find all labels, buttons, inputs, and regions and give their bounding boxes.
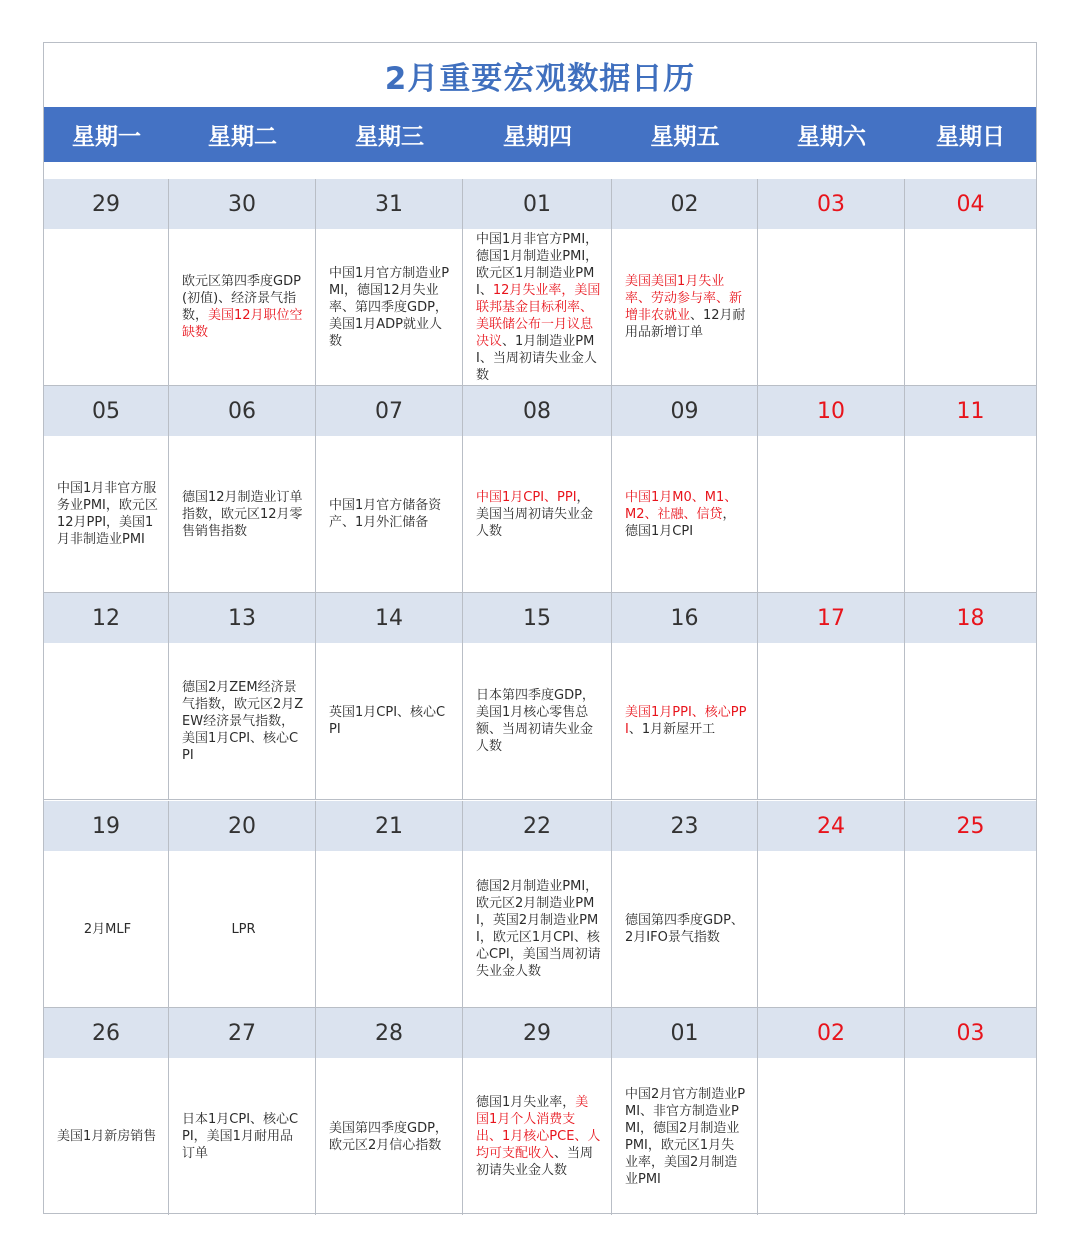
day-events [612, 643, 757, 799]
day-number: 01 [612, 1008, 757, 1058]
day-number: 11 [905, 386, 1036, 436]
day-cell [44, 593, 169, 800]
event-segment: 、1月制造业PMI、当周初请失业金人数 [476, 333, 597, 383]
day-events [612, 229, 757, 385]
event-text [476, 231, 601, 384]
day-cell [758, 179, 905, 386]
day-cell [758, 386, 905, 593]
event-segment: 中国1月官方制造业PMI，德国12月失业率、第四季度GDP，美国1月ADP就业人数 [329, 265, 450, 349]
event-text [625, 489, 747, 540]
day-number: 15 [463, 593, 611, 643]
header-spacer [44, 162, 1036, 179]
day-cell [463, 801, 612, 1008]
day-events [316, 229, 462, 385]
weekday-label: 星期一 [72, 124, 141, 150]
day-number: 25 [905, 801, 1036, 851]
day-number: 04 [905, 179, 1036, 229]
day-number: 14 [316, 593, 462, 643]
day-number: 24 [758, 801, 904, 851]
day-events [905, 851, 1036, 1007]
day-cell [905, 593, 1036, 800]
day-number: 28 [316, 1008, 462, 1058]
event-highlight: 美国1月个人消费支出、1月核心PCE、人均可支配收入 [476, 1095, 601, 1161]
day-cell [44, 1008, 169, 1215]
day-events [905, 436, 1036, 592]
day-cell [758, 801, 905, 1008]
event-highlight: 美国12月职位空缺数 [182, 308, 303, 340]
day-cell [316, 386, 463, 593]
event-segment: 英国1月CPI、核心CPI [329, 705, 446, 737]
day-cell [612, 179, 758, 386]
event-text [625, 912, 747, 946]
day-cell [758, 593, 905, 800]
week-row [44, 386, 1036, 593]
event-segment: 日本1月CPI、核心CPI，美国1月耐用品订单 [182, 1112, 299, 1161]
day-events [463, 436, 611, 592]
week-row [44, 179, 1036, 386]
day-number: 09 [612, 386, 757, 436]
day-events [316, 1058, 462, 1215]
calendar-title: 2月重要宏观数据日历 [384, 60, 696, 97]
event-segment: 德国12月制造业订单指数，欧元区12月零售销售指数 [182, 489, 303, 539]
day-number: 26 [44, 1008, 168, 1058]
week-row [44, 801, 1036, 1008]
event-segment: 中国1月官方储备资产、1月外汇储备 [329, 498, 442, 530]
event-segment: ，美国当周初请失业金人数 [476, 489, 594, 539]
weekday-label: 星期三 [355, 124, 424, 150]
event-text [476, 878, 601, 980]
day-events [758, 436, 904, 592]
event-segment: 日本第四季度GDP，美国1月核心零售总额、当周初请失业金人数 [476, 688, 595, 754]
event-highlight: 美国1月PPI、核心PPI [625, 705, 747, 737]
day-events [905, 643, 1036, 799]
day-cell [316, 179, 463, 386]
event-text [182, 273, 305, 341]
day-events [905, 1058, 1036, 1215]
event-text [625, 273, 747, 341]
day-cell [612, 386, 758, 593]
day-number: 03 [758, 179, 904, 229]
event-text [182, 679, 305, 764]
day-number: 06 [169, 386, 315, 436]
event-segment: 德国第四季度GDP、2月IFO景气指数 [625, 913, 744, 945]
day-cell [316, 593, 463, 800]
day-number: 23 [612, 801, 757, 851]
day-cell [905, 801, 1036, 1008]
weekday-label: 星期五 [650, 124, 720, 150]
event-segment: 欧元区第四季度GDP(初值)、经济景气指数， [182, 274, 301, 323]
day-events [612, 1058, 757, 1215]
day-events [44, 1058, 168, 1215]
day-number: 16 [612, 593, 757, 643]
event-segment: ，德国1月CPI [625, 506, 736, 539]
day-events [758, 229, 904, 385]
event-segment: 德国1月失业率， [476, 1095, 576, 1110]
calendar-frame [43, 42, 1037, 1214]
event-text [329, 1120, 452, 1154]
day-cell [905, 179, 1036, 386]
event-segment: 、当周初请失业金人数 [476, 1146, 594, 1178]
day-cell [169, 386, 316, 593]
day-events [758, 1058, 904, 1215]
day-events [169, 851, 315, 1007]
event-text [57, 921, 158, 938]
day-number: 19 [44, 801, 168, 851]
event-segment: 、1月新屋开工 [628, 722, 716, 737]
day-number: 10 [758, 386, 904, 436]
day-cell [905, 1008, 1036, 1215]
event-highlight: 美国美国1月失业率、劳动参与率、新增非农就业 [625, 274, 743, 323]
event-text [57, 1128, 156, 1145]
day-events [463, 229, 611, 385]
day-number: 01 [463, 179, 611, 229]
day-cell [169, 801, 316, 1008]
event-text [329, 704, 452, 738]
day-events [169, 1058, 315, 1215]
day-number: 17 [758, 593, 904, 643]
weekday-label: 星期二 [208, 124, 277, 150]
day-events [316, 436, 462, 592]
weekday-label: 星期日 [936, 124, 1005, 150]
day-events [44, 436, 168, 592]
event-text [182, 1111, 305, 1162]
day-events [612, 436, 757, 592]
day-number: 13 [169, 593, 315, 643]
day-number: 27 [169, 1008, 315, 1058]
event-segment: 美国第四季度GDP，欧元区2月信心指数 [329, 1120, 448, 1153]
day-number: 18 [905, 593, 1036, 643]
event-text [182, 921, 305, 938]
event-segment: 中国2月官方制造业PMI、非官方制造业PMI，德国2月制造业PMI，欧元区1月失业率，美国2月制造业PMI [625, 1086, 746, 1187]
event-segment: 、12月耐用品新增订单 [625, 308, 746, 340]
day-cell [169, 179, 316, 386]
event-highlight: 中国1月CPI、PPI [476, 489, 577, 505]
day-cell [612, 1008, 758, 1215]
day-cell [758, 1008, 905, 1215]
day-number: 08 [463, 386, 611, 436]
day-number: 05 [44, 386, 168, 436]
weekday-label: 星期六 [797, 124, 866, 150]
event-segment: 德国2月ZEM经济景气指数，欧元区2月ZEW经济景气指数，美国1月CPI、核心CPI [182, 679, 304, 763]
day-cell [612, 593, 758, 800]
day-cell [316, 801, 463, 1008]
event-segment: 中国1月非官方PMI，德国1月制造业PMI，欧元区1月制造业PMI、 [476, 231, 599, 298]
day-number: 07 [316, 386, 462, 436]
event-highlight: 12月失业率，美国联邦基金目标利率、美联储公布一月议息决议 [476, 282, 601, 349]
day-number: 22 [463, 801, 611, 851]
event-text [625, 704, 747, 738]
day-number: 02 [612, 179, 757, 229]
day-events [758, 643, 904, 799]
day-events [463, 643, 611, 799]
day-events [758, 851, 904, 1007]
day-events [44, 229, 168, 385]
event-text [57, 480, 158, 548]
event-segment: 中国1月非官方服务业PMI，欧元区12月PPI，美国1月非制造业PMI [57, 481, 158, 547]
day-cell [463, 1008, 612, 1215]
day-number: 31 [316, 179, 462, 229]
day-cell [463, 179, 612, 386]
event-text [476, 1094, 601, 1179]
day-number: 02 [758, 1008, 904, 1058]
day-events [44, 643, 168, 799]
day-cell [463, 386, 612, 593]
day-number: 29 [463, 1008, 611, 1058]
day-number: 29 [44, 179, 168, 229]
day-events [44, 851, 168, 1007]
event-segment: 德国2月制造业PMI，欧元区2月制造业PMI，英国2月制造业PMI，欧元区1月CPI、核心CPI，美国当周初请失业金人数 [476, 879, 601, 979]
event-text [182, 489, 305, 540]
event-segment: 2月MLF [83, 921, 132, 937]
event-segment: LPR [231, 921, 256, 937]
event-text [329, 497, 452, 531]
day-cell [169, 1008, 316, 1215]
event-text [329, 265, 452, 350]
week-row [44, 1008, 1036, 1215]
event-text [625, 1086, 747, 1188]
day-events [169, 229, 315, 385]
day-cell [463, 593, 612, 800]
day-cell [44, 179, 169, 386]
event-highlight: 中国1月M0、M1、M2、社融、信贷 [625, 489, 738, 522]
day-cell [612, 801, 758, 1008]
day-cell [44, 801, 169, 1008]
event-segment: 美国1月新房销售 [57, 1129, 157, 1144]
weekday-header [44, 107, 1036, 162]
day-events [463, 851, 611, 1007]
day-number: 12 [44, 593, 168, 643]
day-events [169, 436, 315, 592]
week-row [44, 593, 1036, 800]
weekday-label: 星期四 [503, 124, 572, 150]
day-events [905, 229, 1036, 385]
day-events [316, 643, 462, 799]
day-cell [316, 1008, 463, 1215]
day-events [169, 643, 315, 799]
day-cell [44, 386, 169, 593]
day-events [612, 851, 757, 1007]
day-number: 20 [169, 801, 315, 851]
day-events [316, 851, 462, 1007]
day-cell [169, 593, 316, 800]
day-cell [905, 386, 1036, 593]
day-events [463, 1058, 611, 1215]
day-number: 03 [905, 1008, 1036, 1058]
event-text [476, 687, 601, 755]
day-number: 30 [169, 179, 315, 229]
day-number: 21 [316, 801, 462, 851]
event-text [476, 489, 601, 540]
